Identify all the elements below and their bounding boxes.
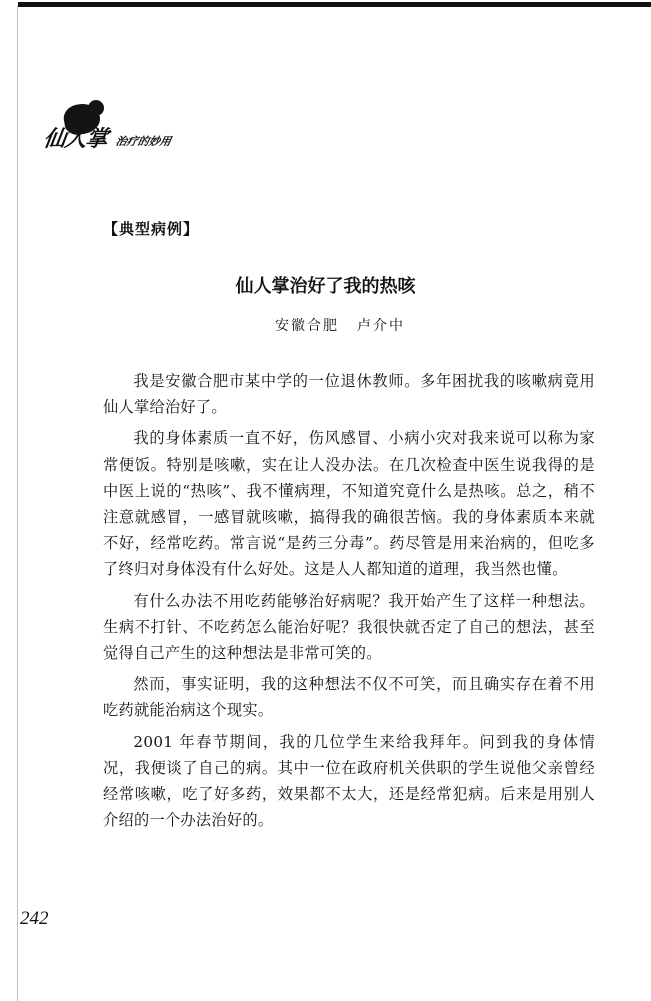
article-title: 仙人掌治好了我的热咳 [235, 276, 416, 297]
paragraph: 有什么办法不用吃药能够治好病呢？我开始产生了这样一种想法。生病不打针、不吃药怎么能治好呢？我很快就否定了自己的想法，甚至觉得自己产生的这种想法是非常可笑的。 [103, 591, 595, 663]
top-rule [18, 2, 651, 7]
author-name: 卢介中 [357, 318, 405, 334]
paragraph: 我是安徽合肥市某中学的一位退休教师。多年困扰我的咳嗽病竟用仙人掌给治好了。 [103, 372, 595, 417]
author-place: 安徽合肥 [275, 318, 339, 334]
logo-ink-dot [88, 100, 104, 116]
page-edge [17, 6, 18, 1001]
article-author [275, 315, 405, 335]
paragraph: 然而，事实证明，我的这种想法不仅不可笑，而且确实存在着不用吃药就能治病这个现实。 [103, 675, 595, 720]
paragraph: 我的身体素质一直不好，伤风感冒、小病小灾对我来说可以称为家常便饭。特别是咳嗽，实在让人没办法。在几次检查中医生说我得的是中医上说的“热咳”、我不懂病理，不知道究竟什么是热咳。总之，稍不注意就感冒，一感冒就咳嗽，搞得我的确很苦恼。我的身体素质本来就不好，经常吃药。常言说“是药三分毒”。药尽管是用来治病的，但吃多了终归对身体没有什么好处。这是人人都知道的道理，我当然也懂。 [103, 429, 595, 579]
article-body [103, 368, 595, 838]
book-logo [42, 100, 212, 170]
logo-sub-text: 治疗的妙用 [114, 135, 173, 148]
page-number: 242 [20, 908, 49, 929]
section-tag: 【典型病例】 [103, 220, 200, 238]
logo-main-text: 仙人掌 [41, 126, 109, 152]
paragraph: 2001 年春节期间，我的几位学生来给我拜年。问到我的身体情况，我便谈了自己的病。其中一位在政府机关供职的学生说他父亲曾经经常咳嗽，吃了好多药，效果都不太大，还是经常犯病。后来是用别人介绍的一个办法治好的。 [103, 732, 595, 830]
